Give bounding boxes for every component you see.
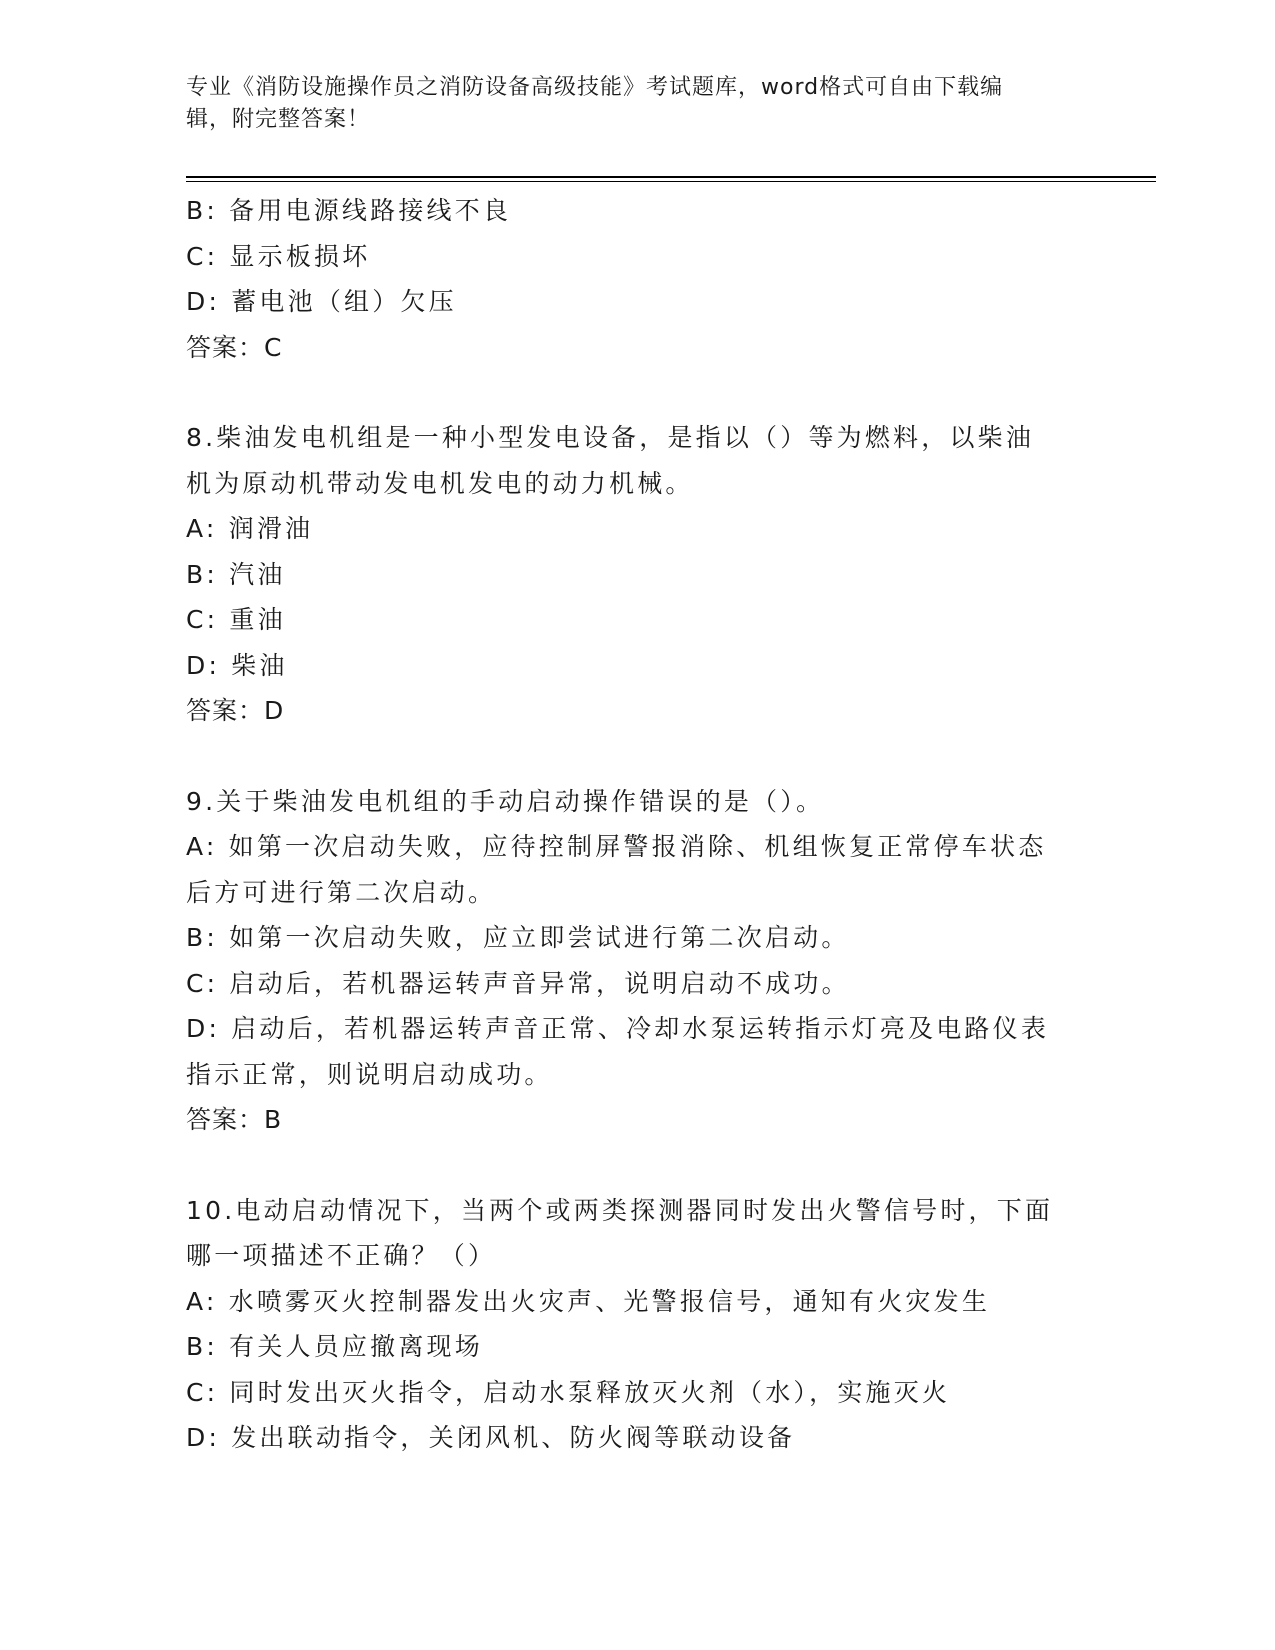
spacer bbox=[186, 1143, 1086, 1188]
option-d: D: 启动后，若机器运转声音正常、冷却水泵运转指示灯亮及电路仪表 bbox=[186, 1014, 1050, 1043]
option-b: B: 备用电源线路接线不良 bbox=[186, 196, 512, 225]
question-9 bbox=[186, 779, 1086, 1143]
header-divider-thick bbox=[186, 176, 1156, 178]
answer-line: 答案：B bbox=[186, 1105, 283, 1134]
option-d-continued: 指示正常，则说明启动成功。 bbox=[186, 1059, 553, 1089]
option-b: B: 有关人员应撤离现场 bbox=[186, 1332, 483, 1361]
option-d: D: 蓄电池（组）欠压 bbox=[186, 287, 457, 316]
option-b: B: 汽油 bbox=[186, 559, 286, 589]
header-line-1: 专业《消防设施操作员之消防设备高级技能》考试题库，word格式可自由下载编 bbox=[186, 75, 1004, 100]
option-a: A: 如第一次启动失败，应待控制屏警报消除、机组恢复正常停车状态 bbox=[186, 832, 1047, 861]
option-b: B: 如第一次启动失败，应立即尝试进行第二次启动。 bbox=[186, 923, 850, 952]
spacer bbox=[186, 370, 1086, 415]
question-10 bbox=[186, 1188, 1086, 1461]
question-stem-line: 9.关于柴油发电机组的手动启动操作错误的是（）。 bbox=[186, 786, 825, 816]
answer-line: 答案：C bbox=[186, 332, 283, 362]
spacer bbox=[186, 734, 1086, 779]
option-c: C: 显示板损坏 bbox=[186, 241, 371, 271]
question-stem-line: 机为原动机带动发电机发电的动力机械。 bbox=[186, 468, 694, 498]
question-list bbox=[186, 188, 1086, 1461]
page-header bbox=[186, 72, 1066, 136]
header-line-2: 辑，附完整答案！ bbox=[186, 107, 371, 132]
option-d: D: 柴油 bbox=[186, 650, 288, 680]
option-a: A: 水喷雾灭火控制器发出火灾声、光警报信号，通知有火灾发生 bbox=[186, 1286, 991, 1316]
question-stem-line: 8.柴油发电机组是一种小型发电设备，是指以（）等为燃料，以柴油 bbox=[186, 423, 1035, 452]
option-c: C: 同时发出灭火指令，启动水泵释放灭火剂（水），实施灭火 bbox=[186, 1377, 951, 1407]
option-a: A: 润滑油 bbox=[186, 514, 314, 543]
option-c: C: 重油 bbox=[186, 605, 286, 634]
question-8 bbox=[186, 415, 1086, 734]
header-divider-thin bbox=[186, 181, 1156, 182]
answer-line: 答案：D bbox=[186, 696, 285, 725]
question-7-continued bbox=[186, 188, 1086, 370]
option-d: D: 发出联动指令，关闭风机、防火阀等联动设备 bbox=[186, 1423, 796, 1452]
question-stem-line: 哪一项描述不正确？（） bbox=[186, 1241, 497, 1270]
option-a-continued: 后方可进行第二次启动。 bbox=[186, 877, 497, 907]
question-stem-line: 10.电动启动情况下，当两个或两类探测器同时发出火警信号时，下面 bbox=[186, 1195, 1054, 1225]
option-c: C: 启动后，若机器运转声音异常，说明启动不成功。 bbox=[186, 968, 850, 998]
